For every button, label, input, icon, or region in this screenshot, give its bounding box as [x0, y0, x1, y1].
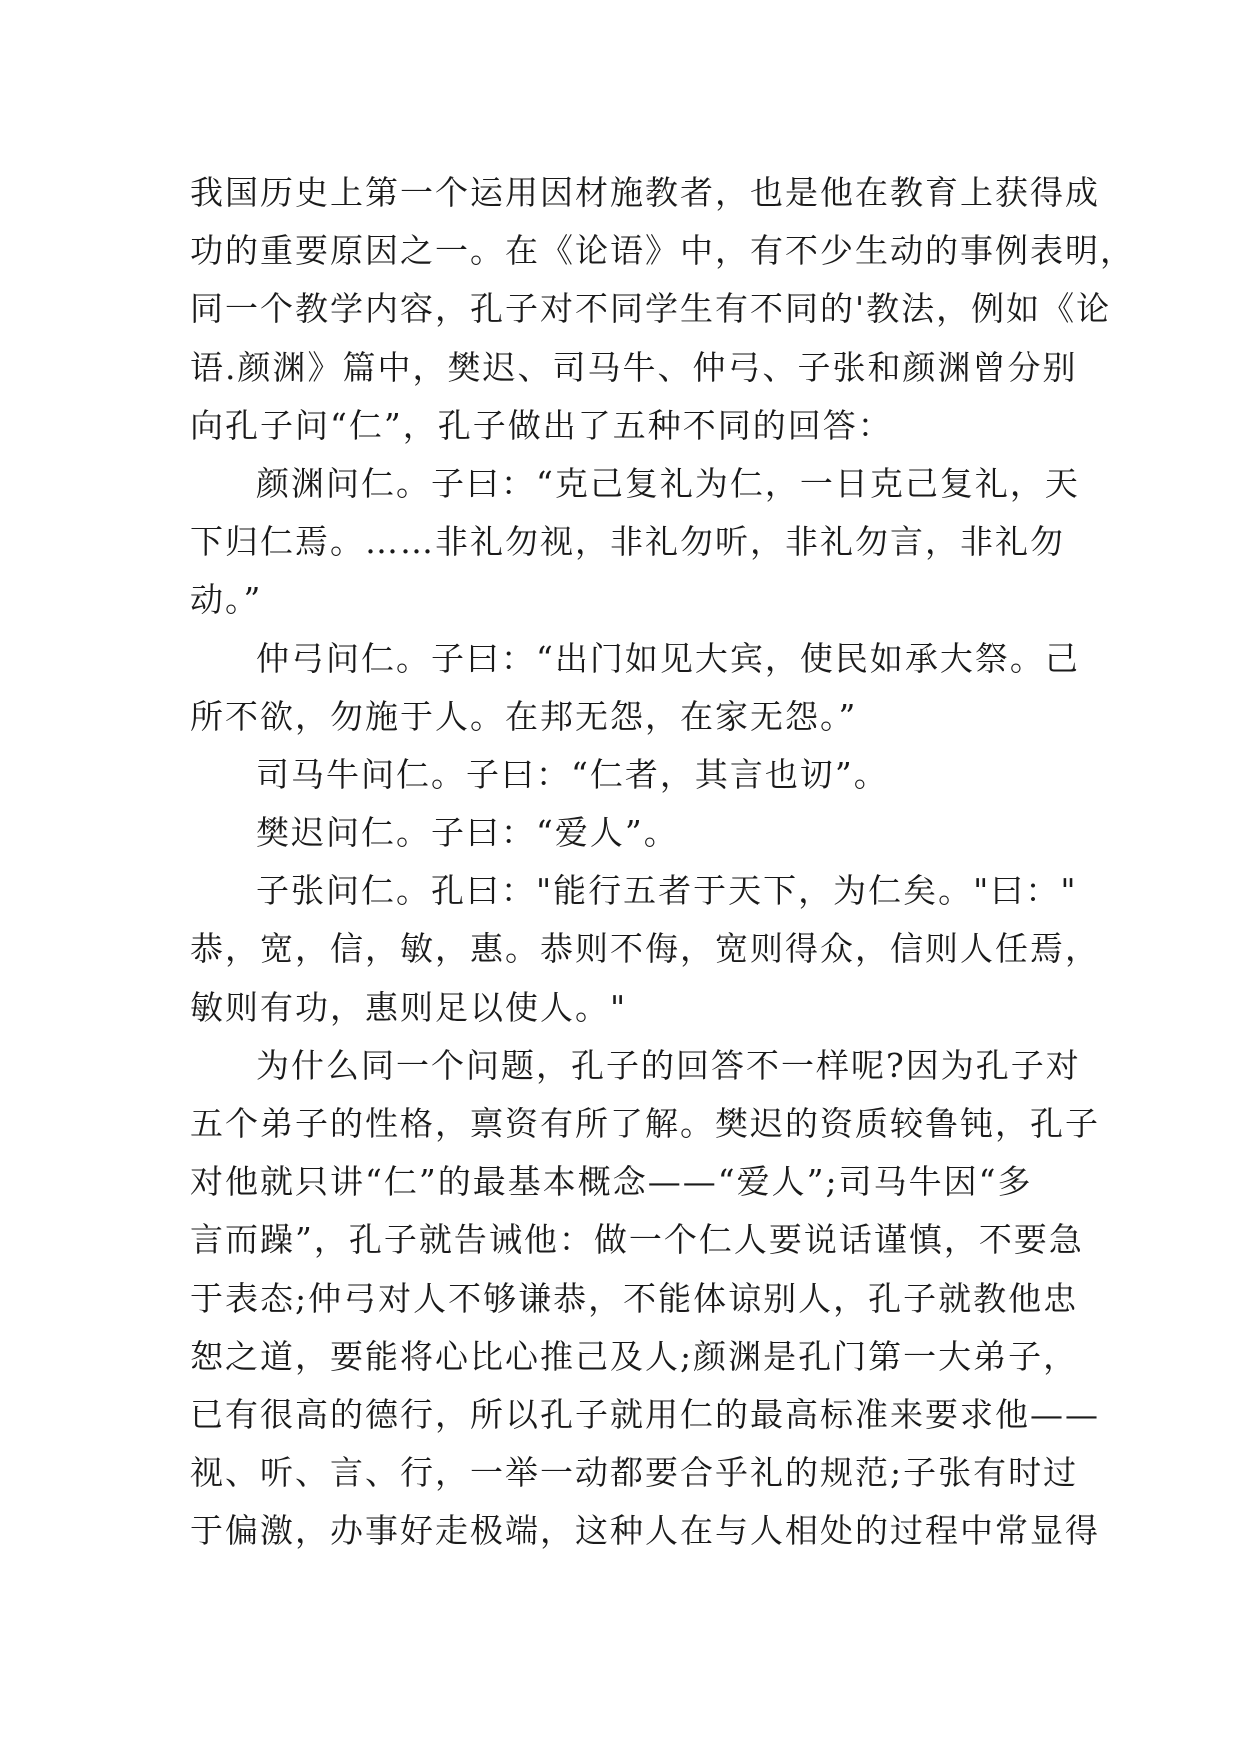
text-line: 仲弓问仁。子曰：“出门如见大宾，使民如承大祭。己: [256, 638, 1080, 678]
text-line: 对他就只讲“仁”的最基本概念——“爱人”;司马牛因“多: [190, 1162, 1033, 1202]
text-line: 言而躁”，孔子就告诫他：做一个仁人要说话谨慎，不要急: [190, 1220, 1084, 1260]
text-line: 功的重要原因之一。在《论语》中，有不少生动的事例表明，: [190, 231, 1135, 271]
text-line: 已有很高的德行，所以孔子就用仁的最高标准来要求他——: [190, 1394, 1100, 1434]
text-line: 所不欲，勿施于人。在邦无怨，在家无怨。”: [190, 696, 858, 736]
text-line: 我国历史上第一个运用因材施教者，也是他在教育上获得成: [190, 173, 1100, 212]
text-line: 五个弟子的性格，禀资有所了解。樊迟的资质较鲁钝，孔子: [190, 1104, 1100, 1143]
text-line: 于表态;仲弓对人不够谦恭，不能体谅别人，孔子就教他忠: [190, 1278, 1079, 1318]
text-line: 语.颜渊》篇中，樊迟、司马牛、仲弓、子张和颜渊曾分别: [190, 347, 1078, 387]
text-line: 恭，宽，信，敏，惠。恭则不侮，宽则得众，信则人任焉，: [190, 929, 1100, 969]
text-line: 于偏激，办事好走极端，这种人在与人相处的过程中常显得: [190, 1511, 1100, 1551]
text-line: 下归仁焉。……非礼勿视，非礼勿听，非礼勿言，非礼勿: [190, 522, 1065, 562]
text-line: 向孔子问“仁”，孔子做出了五种不同的回答：: [190, 405, 893, 445]
text-line: 动。”: [190, 580, 263, 620]
text-line: 敏则有功，惠则足以使人。": [190, 987, 628, 1027]
text-line: 为什么同一个问题，孔子的回答不一样呢?因为孔子对: [256, 1045, 1081, 1085]
text-line: 恕之道，要能将心比心推己及人;颜渊是孔门第一大弟子，: [190, 1336, 1079, 1376]
text-line: 同一个教学内容，孔子对不同学生有不同的'教法，例如《论: [190, 289, 1112, 329]
text-line: 樊迟问仁。子曰：“爱人”。: [256, 813, 679, 853]
text-line: 子张问仁。孔曰："能行五者于天下，为仁矣。"曰：": [256, 871, 1078, 911]
text-line: 司马牛问仁。子曰：“仁者，其言也讱”。: [256, 754, 889, 794]
body-text: [190, 164, 1135, 1561]
text-line: 颜渊问仁。子曰：“克己复礼为仁，一日克己复礼，天: [256, 463, 1080, 503]
text-line: 视、听、言、行，一举一动都要合乎礼的规范;子张有时过: [190, 1453, 1079, 1493]
